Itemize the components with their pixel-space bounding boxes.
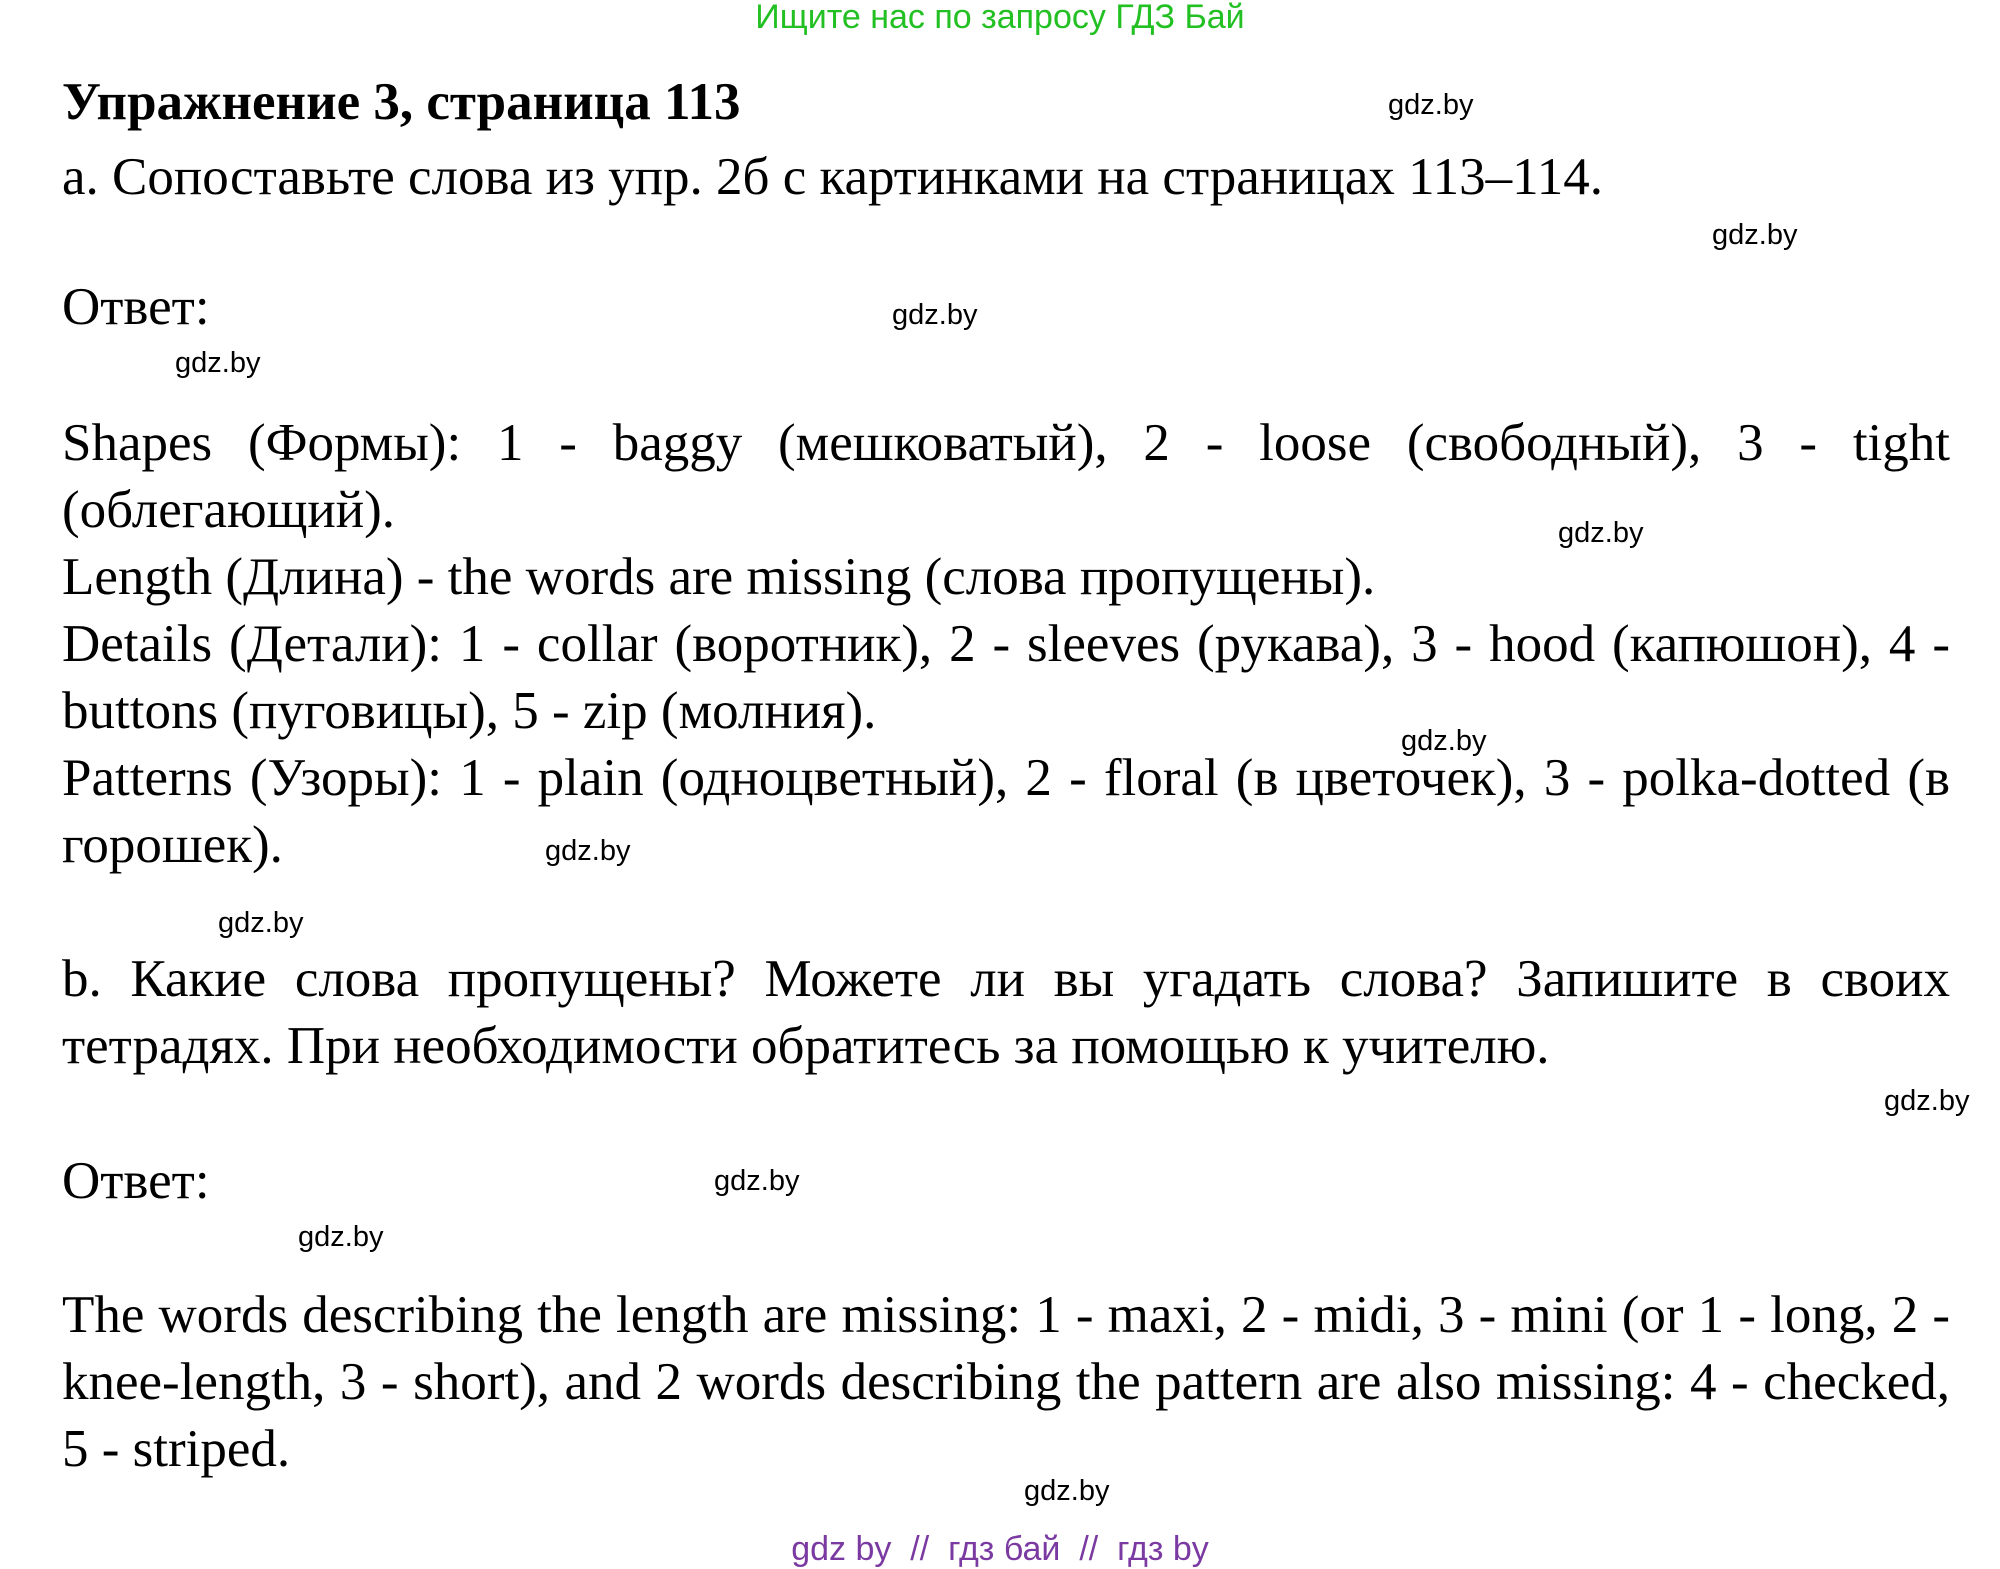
answer-a-length: Length (Длина) - the words are missing (слова пропущены).: [62, 548, 1376, 606]
watermark: gdz.by: [175, 347, 261, 379]
answer-a-patterns: Patterns (Узоры): 1 - plain (одноцветный), 2 - floral (в цветочек), 3 - polka-dotted (в горошек).: [62, 749, 1950, 874]
task-b-text: b. Какие слова пропущены? Можете ли вы угадать слова? Запишите в своих тетрадях. При необходимости обратитесь за помощью к учителю.: [62, 950, 1950, 1075]
answer-a-shapes: Shapes (Формы): 1 - baggy (мешковатый), 2 - loose (свободный), 3 - tight (облегающий).: [62, 414, 1950, 539]
answer-b-text: The words describing the length are missing: 1 - maxi, 2 - midi, 3 - mini (or 1 - long, 2 - knee-length, 3 - short), and 2 words describing the pattern are also missing: 4 - checked, 5 - striped.: [62, 1286, 1950, 1478]
watermark: gdz.by: [1388, 89, 1474, 121]
top-banner: Ищите нас по запросу ГДЗ Бай: [755, 0, 1245, 36]
watermark: gdz.by: [298, 1221, 384, 1253]
watermark: gdz.by: [1712, 219, 1798, 251]
answer-label-a: Ответ:: [62, 278, 210, 336]
footer-links: gdz by // гдз бай // гдз by: [791, 1530, 1209, 1568]
task-a-text: a. Сопоставьте слова из упр. 2б с картинками на страницах 113–114.: [62, 148, 1603, 206]
answer-a-details: Details (Детали): 1 - collar (воротник), 2 - sleeves (рукава), 3 - hood (капюшон), 4 - buttons (пуговицы), 5 - zip (молния).: [62, 615, 1950, 740]
watermark: gdz.by: [714, 1165, 800, 1197]
exercise-title: Упражнение 3, страница 113: [62, 73, 741, 131]
watermark: gdz.by: [1024, 1475, 1110, 1507]
watermark: gdz.by: [218, 907, 304, 939]
watermark: gdz.by: [1884, 1085, 1970, 1117]
watermark: gdz.by: [1401, 725, 1487, 757]
answer-label-b: Ответ:: [62, 1152, 210, 1210]
watermark: gdz.by: [892, 299, 978, 331]
watermark: gdz.by: [1558, 517, 1644, 549]
watermark: gdz.by: [545, 835, 631, 867]
